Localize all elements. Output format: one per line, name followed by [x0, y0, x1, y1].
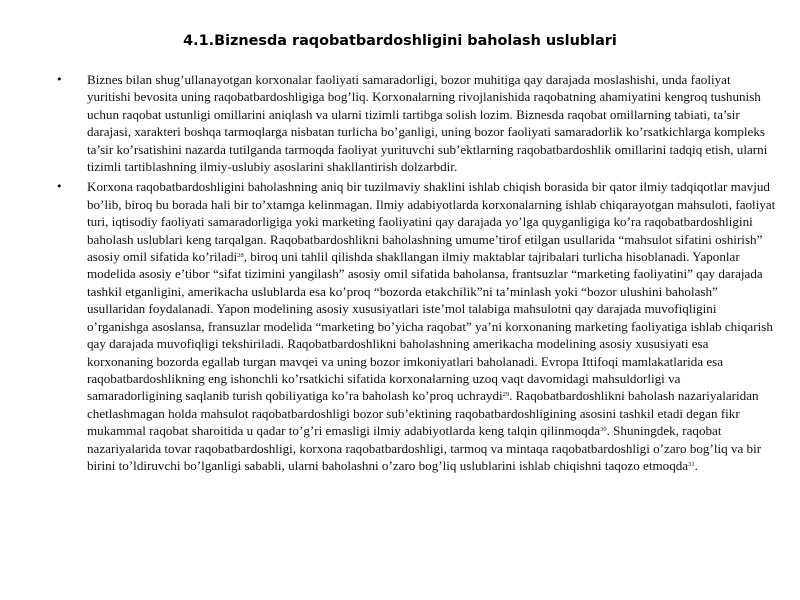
paragraph-text: . Shuningdek, raqobat nazariyalarida tovar raqobatbardoshligi, korxona raqobatbardoshligi, tarmoq va mintaqa raqobatbardoshligi o’zaro bog’liq va bir birini to’ldiruvchi bo’lganligi sababli, ularni baholashni o’zaro bog’liq uslublarini ishlab chiqishni taqozo etmoqda: [87, 423, 762, 473]
paragraph-text: , biroq uni tahlil qilishda shakllangan ilmiy maktablar tajribalari turlicha hisoblanadi. Yaponlar modelida asosiy e’tibor “sifat tizimini yangilash” asosiy omil sifatida baholansa, frantsuzlar “marketing faoliyatini” qay darajada tashkil etganligini, amerikacha uslublarda esa ko’proq “bozorda etakchilik”ni ta’minlash yoki “bozor ulushini baholash” usullaridan foydalanadi. Yapon modelining asosiy xususiyatlari iste’mol talabiga mahsulotni qay darajada muvofiqligini o’rganishga asoslansa, fransuzlar modelida “marketing bo’yicha raqobat” ya’ni korxonaning marketing faoliyatiga ishlab chiqarish qay darajada muvofiqligi tekshiriladi. Raqobatbardoshlikni baholashning amerikacha modelining asosiy xususiyati esa korxonaning bozorda egallab turgan mavqei va uning bozor imkoniyatlari baholanadi. Evropa Ittifoqi mamlakatlarida esa raqobatbardoshlikning eng ishonchli ko’rsatkichi sifatida korxonalarning uzoq vaqt davomidagi mahsuldorligi va samaradorligining saqlanib turish qobiliyatiga ko’ra baholash ko’proq uchraydi: [87, 249, 773, 404]
footnote-ref-29: 29: [502, 391, 510, 399]
paragraph-text: Biznes bilan shug’ullanayotgan korxonalar faoliyati samaradorligi, bozor muhitiga qay darajada moslashishi, unda faoliyat yuritishi bevosita uning raqobatbardoshligiga bog’liq. Korxonalarning rivojlanishida raqobatning ahamiyatini kengroq tushunish uchun raqobat ustunligi omillarini aniqlash va ularni tizimli tartibga solish lozim. Biznesda raqobat omillarning tabiati, ta’sir darajasi, xarakteri boshqa tarmoqlarga nisbatan turlicha bo’ganligi, uning bozor faoliyati samaradorlik ko’rsatkichlarga kompleks ta’sir ko’rsatishini nazarda tutilganda tarmoqda faoliyat yurituvchi sub’ektlarning raqobatbardoshlik omillarini tadqiq etish, ularni tizimli tartiblashning ilmiy-uslubiy asoslarini shakllantirish dolzarbdir.: [87, 72, 768, 175]
footnote-ref-28: 28: [237, 252, 244, 260]
footnote-ref-30: 30: [600, 426, 607, 434]
paragraph-text: . Raqobatbardoshlikni baholash nazariyalaridan chetlashmagan holda mahsulot raqobatbardoshligi bozor sub’ektining raqobatbardoshligining asosini tashkil etadi degan fikr mukammal raqobat sharoitida u qadar to’g’ri emasligi ilmiy adabiyotlarda keng talqin qilinmoqda: [87, 388, 759, 439]
bullet-icon: •: [56, 73, 63, 86]
bullet-icon: •: [56, 180, 63, 194]
footnote-ref-31: 31: [688, 460, 695, 468]
page-title: 4.1.Biznesda raqobatbardoshligini baholash uslublari: [183, 33, 617, 49]
bullet-paragraph-2: [56, 178, 776, 474]
paragraph-text: Korxona raqobatbardoshligini baholashning aniq bir tuzilmaviy shaklini ishlab chiqish borasida bir qator ilmiy tadqiqotlar mavjud bo’lib, biroq bu borada hali bir to’xtamga kelinmagan. Ilmiy adabiyotlarda korxonalarning ishlab chiqarayotgan mahsuloti, faoliyat turi, iqtisodiy faoliyati samaradorligiga yoki marketing faoliyatini qay darajada yo’lga quyganligiga ko’ra raqobatbardoshligini baholash uslublari keng tarqalgan. Raqobatbardoshlikni baholashning umume’tirof etilgan usullarida “mahsulot sifatini oshirish” asosiy omil sifatida ko’riladi: [87, 179, 776, 265]
paragraph-text: .: [694, 457, 698, 473]
bullet-paragraph-1: [56, 71, 776, 175]
bullet-list: [56, 71, 776, 474]
